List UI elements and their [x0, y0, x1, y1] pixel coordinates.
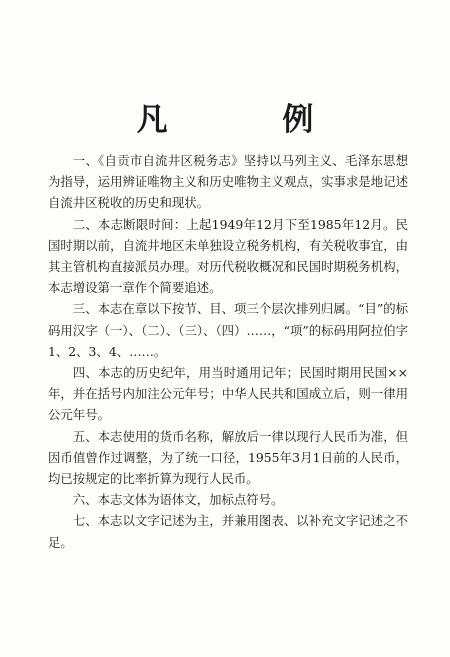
paragraph-4: 四、本志的历史纪年，用当时通用记年；民国时期用民国××年，并在括号内加注公元年号；中华人民共和国成立后，则一律用公元年号。: [48, 365, 408, 423]
paragraph-2: 二、本志断限时间：上起1949年12月下至1985年12月。民国时期以前，自流井地区未单独设立税务机构，有关税收事宜，由其主管机构直接派员办理。对历代税收概况和民国时期税务机构，本志增设第一章作个简要追述。: [48, 216, 408, 296]
document-body: [48, 150, 408, 553]
paragraph-5: 五、本志使用的货币名称，解放后一律以现行人民币为准，但因币值曾作过调整，为了统一口径，1955年3月1日前的人民币，均已按规定的比率折算为现行人民币。: [48, 428, 408, 487]
paragraph-7: 七、本志以文字记述为主，并兼用图表、以补充文字记述之不足。: [48, 513, 408, 550]
paragraph-1: 一、《自贡市自流井区税务志》坚持以马列主义、毛泽东思想为指导，运用辨证唯物主义和历史唯物主义观点，实事求是地记述自流井区税收的历史和现状。: [48, 153, 408, 211]
paragraph-3: 三、本志在章以下按节、目、项三个层次排列归属。“目”的标码用汉字（一）、（二）、（三）、（四）……，“项”的标码用阿拉伯字1、2、3、4、……。: [48, 301, 408, 359]
page-title: 凡 例: [136, 102, 366, 138]
paragraph-6: 六、本志文体为语体文，加标点符号。: [72, 492, 284, 508]
